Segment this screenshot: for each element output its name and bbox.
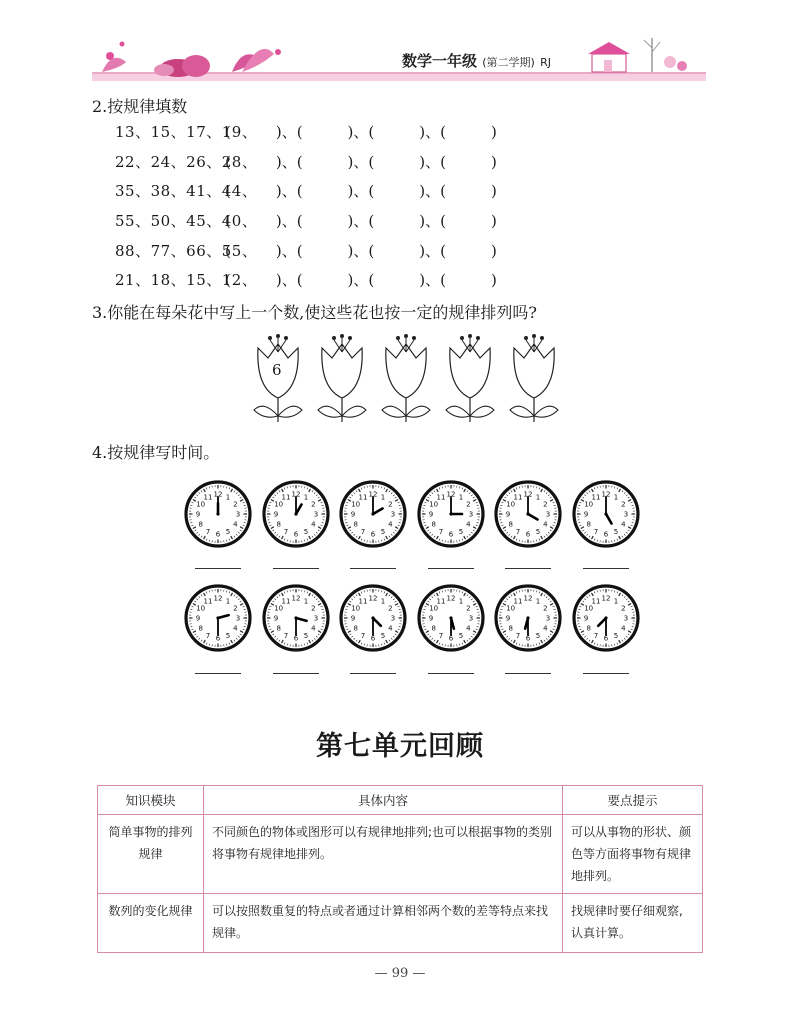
clock-number: 11 bbox=[203, 597, 213, 606]
clock-number: 1 bbox=[303, 493, 308, 502]
clock-number: 8 bbox=[508, 520, 513, 529]
clock-number: 12 bbox=[213, 594, 223, 603]
answer-line[interactable] bbox=[583, 673, 629, 674]
cell-tip: 找规律时要仔细观察,认真计算。 bbox=[563, 894, 703, 953]
clock-number: 6 bbox=[370, 634, 376, 643]
clock-number: 11 bbox=[281, 597, 290, 606]
clock-icon bbox=[184, 584, 252, 652]
clock-number: 9 bbox=[350, 614, 356, 623]
clock-number: 6 bbox=[293, 530, 298, 539]
clock-number: 7 bbox=[205, 631, 211, 640]
clock-number: 5 bbox=[535, 527, 541, 536]
clock-number: 12 bbox=[523, 594, 533, 603]
flower-number: 6 bbox=[272, 361, 282, 379]
clock-number: 8 bbox=[585, 520, 591, 529]
clock-icon bbox=[262, 480, 330, 548]
clock-number: 7 bbox=[438, 527, 443, 536]
flower-icon[interactable] bbox=[510, 334, 558, 422]
answer-line[interactable] bbox=[428, 568, 474, 569]
clock-number: 4 bbox=[310, 520, 316, 529]
clock-number: 2 bbox=[543, 604, 548, 613]
header-edition: RJ bbox=[540, 56, 551, 69]
clock-number: 10 bbox=[196, 604, 206, 613]
clock-number: 1 bbox=[613, 493, 618, 502]
clock-number: 6 bbox=[215, 530, 221, 539]
clock-number: 3 bbox=[235, 614, 241, 623]
clock-number: 9 bbox=[195, 614, 201, 623]
clock-number: 12 bbox=[368, 490, 378, 499]
clock-number: 3 bbox=[468, 510, 473, 519]
flower-icon[interactable] bbox=[318, 334, 366, 422]
clock-number: 5 bbox=[458, 631, 463, 640]
clock-number: 1 bbox=[303, 597, 308, 606]
clock-number: 1 bbox=[535, 597, 541, 606]
clock-number: 12 bbox=[446, 594, 455, 603]
answer-line[interactable] bbox=[350, 568, 396, 569]
clock-grid bbox=[180, 474, 645, 684]
clock-number: 3 bbox=[235, 510, 241, 519]
clock-number: 6 bbox=[525, 634, 531, 643]
clock-number: 4 bbox=[620, 520, 626, 529]
sequence-blanks[interactable]: ( )、( )、( )、( ) bbox=[225, 212, 497, 230]
clock-number: 7 bbox=[515, 631, 521, 640]
sequence-given: 21、18、15、12、 bbox=[115, 271, 258, 289]
header-content: 具体内容 bbox=[204, 786, 563, 815]
clock-number: 10 bbox=[196, 500, 206, 509]
clock-number: 9 bbox=[350, 510, 356, 519]
table-row bbox=[98, 894, 703, 953]
clock-number: 3 bbox=[390, 614, 396, 623]
clock-number: 10 bbox=[273, 500, 283, 509]
clock-number: 10 bbox=[583, 604, 593, 613]
clock-number: 10 bbox=[506, 500, 516, 509]
clock-icon bbox=[339, 584, 407, 652]
answer-line[interactable] bbox=[505, 568, 551, 569]
clock-number: 12 bbox=[601, 490, 610, 499]
clock-number: 6 bbox=[603, 530, 608, 539]
clock-number: 7 bbox=[515, 527, 521, 536]
clock-number: 9 bbox=[583, 510, 588, 519]
clock-number: 11 bbox=[436, 493, 445, 502]
header-decoration bbox=[92, 32, 706, 84]
clock-number: 6 bbox=[448, 634, 453, 643]
clock-number: 12 bbox=[446, 490, 455, 499]
clock-number: 12 bbox=[213, 490, 223, 499]
clock-number: 10 bbox=[351, 500, 361, 509]
clock-number: 7 bbox=[438, 631, 443, 640]
answer-line[interactable] bbox=[273, 673, 319, 674]
clock-number: 4 bbox=[543, 520, 548, 529]
clock-number: 4 bbox=[233, 520, 238, 529]
clock-icon bbox=[417, 480, 485, 548]
clock-number: 5 bbox=[303, 527, 308, 536]
clock-number: 5 bbox=[225, 631, 231, 640]
clock-number: 8 bbox=[430, 624, 436, 633]
clock-number: 7 bbox=[283, 527, 288, 536]
answer-line[interactable] bbox=[505, 673, 551, 674]
clock-number: 6 bbox=[525, 530, 531, 539]
sequence-blanks[interactable]: ( )、( )、( )、( ) bbox=[225, 123, 497, 141]
clock-number: 10 bbox=[428, 604, 438, 613]
clock-number: 8 bbox=[275, 624, 281, 633]
flower-icon[interactable] bbox=[446, 334, 494, 422]
clock-number: 2 bbox=[233, 500, 238, 509]
clock-number: 11 bbox=[591, 597, 600, 606]
answer-line[interactable] bbox=[583, 568, 629, 569]
clock-number: 9 bbox=[428, 510, 433, 519]
clock-number: 12 bbox=[368, 594, 378, 603]
q4-heading: 4.按规律写时间。 bbox=[92, 443, 220, 462]
clock-number: 7 bbox=[360, 527, 366, 536]
clock-number: 6 bbox=[215, 634, 221, 643]
clock-number: 10 bbox=[273, 604, 283, 613]
clock-number: 8 bbox=[198, 624, 203, 633]
clock-number: 4 bbox=[388, 520, 393, 529]
page-number: — 99 — bbox=[374, 966, 426, 981]
flower-row bbox=[246, 330, 576, 424]
clock-number: 5 bbox=[458, 527, 463, 536]
clock-number: 1 bbox=[458, 493, 463, 502]
clock-number: 10 bbox=[428, 500, 438, 509]
clock-number: 9 bbox=[273, 510, 278, 519]
clock-number: 2 bbox=[233, 604, 238, 613]
table-header-row bbox=[98, 786, 703, 815]
clock-number: 7 bbox=[593, 527, 598, 536]
clock-number: 12 bbox=[291, 594, 300, 603]
clock-number: 8 bbox=[353, 624, 358, 633]
clock-number: 8 bbox=[198, 520, 203, 529]
clock-number: 9 bbox=[505, 510, 511, 519]
clock-number: 5 bbox=[303, 631, 308, 640]
clock-number: 1 bbox=[380, 493, 386, 502]
clock-number: 2 bbox=[310, 500, 316, 509]
clock-number: 2 bbox=[310, 604, 316, 613]
clock-number: 5 bbox=[535, 631, 541, 640]
clock-number: 12 bbox=[291, 490, 300, 499]
answer-line[interactable] bbox=[195, 673, 241, 674]
clock-number: 5 bbox=[225, 527, 231, 536]
clock-icon bbox=[572, 584, 640, 652]
cell-content: 可以按照数重复的特点或者通过计算相邻两个数的差等特点来找规律。 bbox=[204, 894, 563, 953]
sequence-blanks[interactable]: ( )、( )、( )、( ) bbox=[225, 182, 497, 200]
answer-line[interactable] bbox=[350, 673, 396, 674]
clock-number: 9 bbox=[428, 614, 433, 623]
header-module: 知识模块 bbox=[98, 786, 204, 815]
clock-number: 11 bbox=[358, 597, 368, 606]
clock-number: 5 bbox=[613, 631, 618, 640]
clock-number: 1 bbox=[613, 597, 618, 606]
table-row bbox=[98, 815, 703, 894]
clock-number: 7 bbox=[205, 527, 211, 536]
clock-number: 9 bbox=[505, 614, 511, 623]
clock-number: 11 bbox=[281, 493, 290, 502]
clock-number: 2 bbox=[620, 604, 626, 613]
clock-number: 4 bbox=[388, 624, 393, 633]
q3-heading: 3.你能在每朵花中写上一个数,使这些花也按一定的规律排列吗? bbox=[92, 303, 537, 322]
clock-number: 6 bbox=[448, 530, 453, 539]
clock-number: 5 bbox=[380, 631, 386, 640]
clock-number: 7 bbox=[360, 631, 366, 640]
clock-number: 4 bbox=[465, 624, 471, 633]
clock-number: 11 bbox=[591, 493, 600, 502]
clock-number: 12 bbox=[601, 594, 610, 603]
clock-number: 3 bbox=[313, 614, 318, 623]
clock-number: 11 bbox=[358, 493, 368, 502]
clock-number: 9 bbox=[273, 614, 278, 623]
clock-number: 11 bbox=[513, 597, 523, 606]
clock-number: 5 bbox=[380, 527, 386, 536]
clock-number: 3 bbox=[390, 510, 396, 519]
clock-number: 8 bbox=[353, 520, 358, 529]
sequence-given: 88、77、66、55、 bbox=[115, 242, 258, 260]
cell-content: 不同颜色的物体或图形可以有规律地排列;也可以根据事物的类别将事物有规律地排列。 bbox=[204, 815, 563, 894]
clock-number: 6 bbox=[293, 634, 298, 643]
clock-number: 3 bbox=[623, 614, 628, 623]
clock-icon bbox=[262, 584, 330, 652]
cell-module: 简单事物的排列规律 bbox=[98, 815, 204, 894]
review-table bbox=[97, 785, 703, 953]
clock-number: 5 bbox=[613, 527, 618, 536]
sequence-blanks[interactable]: ( )、( )、( )、( ) bbox=[225, 271, 497, 289]
clock-number: 8 bbox=[275, 520, 281, 529]
clock-number: 9 bbox=[195, 510, 201, 519]
answer-line[interactable] bbox=[273, 568, 319, 569]
cell-tip: 可以从事物的形状、颜色等方面将事物有规律地排列。 bbox=[563, 815, 703, 894]
clock-number: 3 bbox=[468, 614, 473, 623]
clock-icon bbox=[494, 584, 562, 652]
clock-number: 1 bbox=[458, 597, 463, 606]
clock-icon bbox=[417, 584, 485, 652]
q2-heading: 2.按规律填数 bbox=[92, 97, 188, 116]
cell-module: 数列的变化规律 bbox=[98, 894, 204, 953]
sequence-blanks[interactable]: ( )、( )、( )、( ) bbox=[225, 242, 497, 260]
sequence-blanks[interactable]: ( )、( )、( )、( ) bbox=[225, 153, 497, 171]
clock-number: 8 bbox=[508, 624, 513, 633]
clock-number: 2 bbox=[388, 604, 393, 613]
clock-number: 8 bbox=[585, 624, 591, 633]
clock-number: 2 bbox=[465, 500, 471, 509]
clock-number: 6 bbox=[370, 530, 376, 539]
sequence-given: 13、15、17、19、 bbox=[115, 123, 258, 141]
clock-number: 10 bbox=[583, 500, 593, 509]
clock-number: 1 bbox=[380, 597, 386, 606]
clock-number: 11 bbox=[436, 597, 445, 606]
clock-icon bbox=[494, 480, 562, 548]
clock-number: 4 bbox=[620, 624, 626, 633]
sequence-given: 22、24、26、28、 bbox=[115, 153, 258, 171]
clock-icon bbox=[572, 480, 640, 548]
clock-number: 11 bbox=[513, 493, 523, 502]
answer-line[interactable] bbox=[195, 568, 241, 569]
clock-number: 3 bbox=[623, 510, 628, 519]
clock-number: 3 bbox=[313, 510, 318, 519]
clock-icon bbox=[339, 480, 407, 548]
clock-number: 9 bbox=[583, 614, 588, 623]
clock-number: 7 bbox=[283, 631, 288, 640]
clock-number: 3 bbox=[545, 614, 551, 623]
clock-number: 10 bbox=[506, 604, 516, 613]
header-semester: (第二学期) bbox=[482, 56, 535, 69]
clock-number: 1 bbox=[225, 597, 231, 606]
unit-review-title: 第七单元回顾 bbox=[316, 731, 484, 762]
clock-number: 3 bbox=[545, 510, 551, 519]
clock-number: 2 bbox=[465, 604, 471, 613]
clock-number: 2 bbox=[620, 500, 626, 509]
sequence-given: 35、38、41、44、 bbox=[115, 182, 258, 200]
sequence-given: 55、50、45、40、 bbox=[115, 212, 258, 230]
clock-number: 4 bbox=[465, 520, 471, 529]
clock-number: 4 bbox=[310, 624, 316, 633]
answer-line[interactable] bbox=[428, 673, 474, 674]
clock-number: 2 bbox=[388, 500, 393, 509]
clock-number: 1 bbox=[225, 493, 231, 502]
header-subject: 数学一年级 bbox=[402, 52, 478, 70]
header-banner bbox=[92, 32, 706, 84]
clock-number: 10 bbox=[351, 604, 361, 613]
clock-number: 7 bbox=[593, 631, 598, 640]
clock-number: 6 bbox=[603, 634, 608, 643]
clock-icon bbox=[184, 480, 252, 548]
header-title bbox=[402, 50, 551, 71]
clock-number: 2 bbox=[543, 500, 548, 509]
clock-number: 1 bbox=[535, 493, 541, 502]
clock-number: 11 bbox=[203, 493, 213, 502]
clock-number: 4 bbox=[233, 624, 238, 633]
flower-icon[interactable] bbox=[382, 334, 430, 422]
clock-number: 12 bbox=[523, 490, 533, 499]
clock-number: 8 bbox=[430, 520, 436, 529]
header-tip: 要点提示 bbox=[563, 786, 703, 815]
flower-illustration bbox=[246, 330, 576, 424]
clock-number: 4 bbox=[543, 624, 548, 633]
